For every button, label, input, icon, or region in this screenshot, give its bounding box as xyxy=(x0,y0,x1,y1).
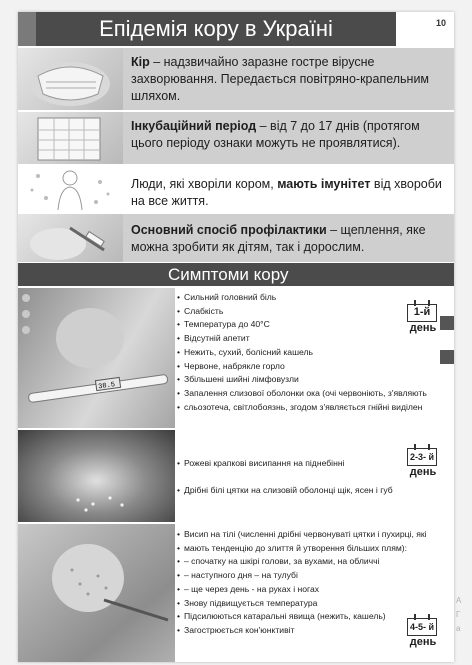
calendar-photo xyxy=(18,112,123,164)
info-immunity-text xyxy=(123,166,454,212)
vaccination-photo xyxy=(18,214,123,262)
list-item: • Нежить, сухий, болісний кашель xyxy=(175,346,454,360)
day-label: день xyxy=(409,636,437,648)
side-tab xyxy=(440,350,454,364)
day-label: день xyxy=(409,322,437,334)
info-incubation-text xyxy=(123,112,454,164)
ghost-letter: а xyxy=(456,624,461,633)
day-range: 4-5- й xyxy=(409,622,435,632)
punch-hole xyxy=(22,294,30,302)
list-item: • – спочатку на шкірі голови, за вухами, на обличчі xyxy=(175,555,454,569)
brochure-page xyxy=(18,12,454,662)
info-immunity xyxy=(18,166,454,212)
page-title: Епідемія кору в Україні xyxy=(36,12,396,46)
mouth-photo xyxy=(18,430,175,522)
mask-photo xyxy=(18,48,123,110)
side-tab xyxy=(440,316,454,330)
list-item: • Знову підвищується температура xyxy=(175,597,454,611)
symptoms-day-4-5 xyxy=(18,524,454,662)
term-prevention: Основний спосіб профілактики xyxy=(131,223,327,237)
day-label: день xyxy=(409,466,437,478)
symptoms-banner xyxy=(18,263,454,286)
list-item: • Температура до 40°С xyxy=(175,318,454,332)
immunity-pre: Люди, які хворіли кором, xyxy=(131,177,278,191)
incubation-definition: – від 7 до 17 днів (протягом цього періоду ознаки можуть не проявлятися). xyxy=(131,119,420,150)
list-item: • мають тенденцію до злиття й утворення більших плям): xyxy=(175,542,454,556)
list-item: • Запалення слизової оболонки ока (очі червоніють, з'являють xyxy=(175,387,454,401)
list-item: • Рожеві крапкові висипання на піднебінні xyxy=(175,457,454,471)
list-item: • – ще через день - на руках і ногах xyxy=(175,583,454,597)
list-item: • Загострюється кон'юнктивіт xyxy=(175,624,454,638)
list-item: • Підсилюються катаральні явища (нежить, кашель) xyxy=(175,610,454,624)
symptoms-day-1 xyxy=(18,288,454,428)
list-item: • сльозотеча, світлобоязнь, згодом з'являється гнійні виділен xyxy=(175,401,454,415)
list-item: • – наступного дня – на тулубі xyxy=(175,569,454,583)
immunity-post: від хвороби на все життя. xyxy=(131,177,442,208)
info-incubation xyxy=(18,112,454,164)
punch-hole xyxy=(22,310,30,318)
info-measles-text xyxy=(123,48,454,110)
ghost-letter: А xyxy=(456,596,462,605)
prevention-definition: – щеплення, яке можна зробити як дітям, так і дорослим. xyxy=(131,223,426,254)
info-measles xyxy=(18,48,454,110)
list-item: • Відсутній апетит xyxy=(175,332,454,346)
info-prevention xyxy=(18,214,454,262)
list-item: • Червоне, набрякле горло xyxy=(175,360,454,374)
list-item: • Дрібні білі цятки на слизовій оболонці щік, ясен і губ xyxy=(175,484,454,498)
page-number: 10 xyxy=(435,18,446,28)
day-range: 2-3- й xyxy=(409,452,435,462)
info-prevention-text xyxy=(123,214,454,262)
list-item: • Збільшені шийні лімфовузли xyxy=(175,373,454,387)
day-range: 1-й xyxy=(413,306,431,318)
thermometer-display: 38.5 xyxy=(97,381,116,392)
child-rash-photo xyxy=(18,524,175,662)
immunity-illustration xyxy=(18,166,123,212)
symptoms-day-2-3-list xyxy=(175,430,454,522)
term-measles: Кір xyxy=(131,55,150,69)
sick-child-photo xyxy=(18,288,175,428)
measles-definition: – надзвичайно заразне гостре вірусне захворювання. Передається повітряно-крапельним шляхом. xyxy=(131,55,430,103)
list-item: • Висип на тілі (численні дрібні червонуваті цятки і пухирці, які xyxy=(175,528,454,542)
symptoms-day-4-5-list xyxy=(175,524,454,662)
symptoms-day-2-3 xyxy=(18,430,454,522)
symptoms-title: Симптоми кору xyxy=(168,265,289,284)
punch-hole xyxy=(22,326,30,334)
calendar-icon xyxy=(407,300,439,332)
header-accent xyxy=(18,12,36,46)
calendar-icon xyxy=(407,444,439,476)
immunity-bold: мають імунітет xyxy=(277,177,371,191)
ghost-letter: Г xyxy=(456,610,461,619)
symptoms-day-1-list xyxy=(175,288,454,428)
calendar-icon xyxy=(407,614,439,646)
term-incubation: Інкубаційний період xyxy=(131,119,257,133)
list-item: • Слабкість xyxy=(175,305,454,319)
list-item: • Сильний головний біль xyxy=(175,291,454,305)
